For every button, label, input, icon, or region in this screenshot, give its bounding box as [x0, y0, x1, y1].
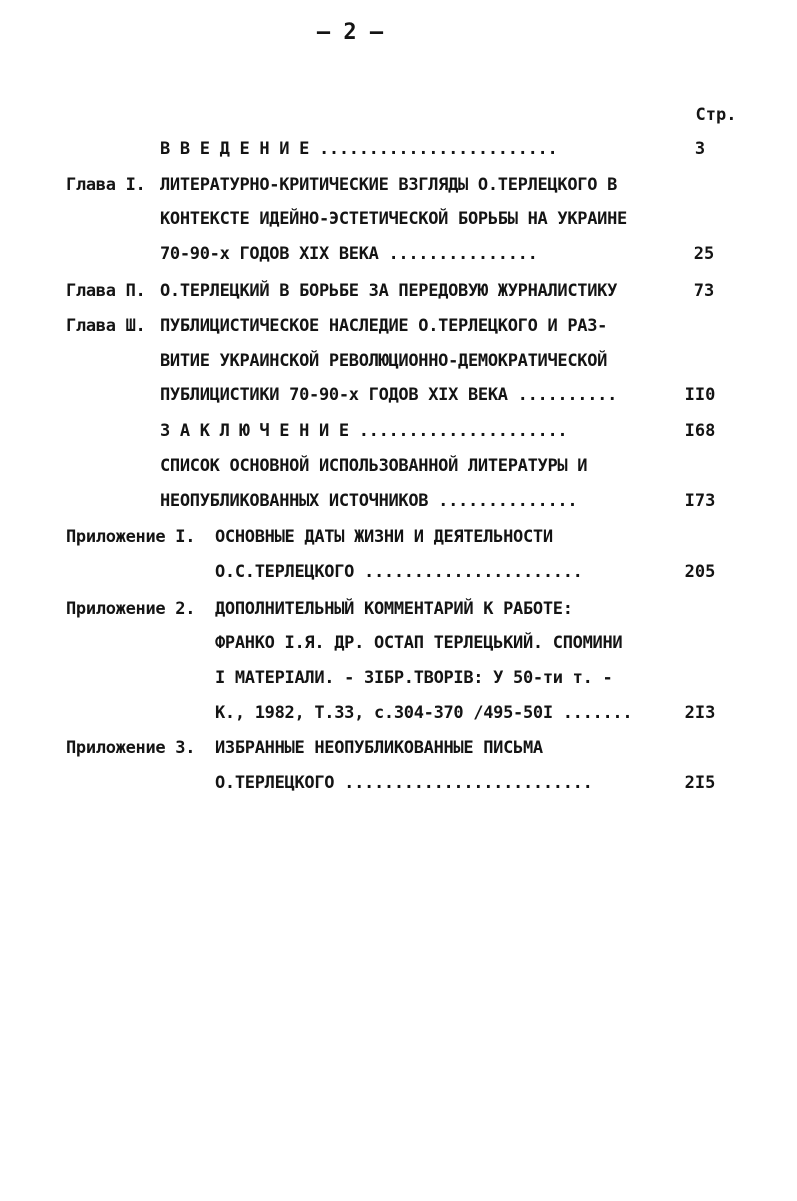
- toc-entry-app2-line: ДОПОЛНИТЕЛЬНЫЙ КОММЕНТАРИЙ К РАБОТЕ:: [215, 599, 573, 619]
- toc-entry-conclusion-line: З А К Л Ю Ч Е Н И Е .....................: [160, 421, 568, 441]
- toc-entry-ch3-line: ПУБЛИЦИСТИКИ 70-90-х ГОДОВ XIX ВЕКА ..........: [160, 385, 618, 405]
- toc-entry-app1-label: Приложение I.: [66, 527, 196, 547]
- toc-entry-conclusion-page: I68: [684, 421, 716, 441]
- toc-entry-ch1-label: Глава I.: [66, 175, 146, 195]
- toc-entry-ch3-line: ПУБЛИЦИСТИЧЕСКОЕ НАСЛЕДИЕ О.ТЕРЛЕЦКОГО И РАЗ-: [160, 316, 608, 336]
- toc-entry-bibliography-line: НЕОПУБЛИКОВАННЫХ ИСТОЧНИКОВ ..............: [160, 491, 578, 511]
- toc-entry-app2-line: І МАТЕРІАЛИ. - ЗІБР.ТВОРІВ: У 50-ти т. -: [215, 668, 613, 688]
- toc-entry-ch2-line: О.ТЕРЛЕЦКИЙ В БОРЬБЕ ЗА ПЕРЕДОВУЮ ЖУРНАЛИСТИКУ: [160, 281, 618, 301]
- toc-entry-ch1-page: 25: [693, 244, 715, 264]
- toc-entry-ch1-line: КОНТЕКСТЕ ИДЕЙНО-ЭСТЕТИЧЕСКОЙ БОРЬБЫ НА УКРАИНЕ: [160, 209, 627, 229]
- toc-entry-app1-page: 205: [684, 562, 716, 582]
- toc-entry-ch3-line: ВИТИЕ УКРАИНСКОЙ РЕВОЛЮЦИОННО-ДЕМОКРАТИЧЕСКОЙ: [160, 351, 608, 371]
- toc-entry-app2-line: К., 1982, Т.33, с.304-370 /495-50I .......: [215, 703, 633, 723]
- toc-entry-intro-line: В В Е Д Е Н И Е ........................: [160, 139, 558, 159]
- toc-entry-app1-line: О.С.ТЕРЛЕЦКОГО ......................: [215, 562, 583, 582]
- toc-entry-app2-page: 2I3: [684, 703, 716, 723]
- toc-entry-bibliography-line: СПИСОК ОСНОВНОЙ ИСПОЛЬЗОВАННОЙ ЛИТЕРАТУРЫ И: [160, 456, 588, 476]
- page-number: – 2 –: [316, 20, 384, 45]
- toc-entry-app3-line: ИЗБРАННЫЕ НЕОПУБЛИКОВАННЫЕ ПИСЬМА: [215, 738, 543, 758]
- toc-entry-ch2-label: Глава П.: [66, 281, 146, 301]
- toc-entry-bibliography-page: I73: [684, 491, 716, 511]
- toc-entry-app2-label: Приложение 2.: [66, 599, 196, 619]
- pages-column-header: Стр.: [695, 105, 737, 125]
- toc-entry-intro-page: 3: [694, 139, 706, 159]
- toc-entry-app1-line: ОСНОВНЫЕ ДАТЫ ЖИЗНИ И ДЕЯТЕЛЬНОСТИ: [215, 527, 553, 547]
- toc-entry-app3-page: 2I5: [684, 773, 716, 793]
- toc-entry-ch1-line: 70-90-х ГОДОВ XIX ВЕКА ...............: [160, 244, 538, 264]
- toc-entry-ch1-line: ЛИТЕРАТУРНО-КРИТИЧЕСКИЕ ВЗГЛЯДЫ О.ТЕРЛЕЦКОГО В: [160, 175, 618, 195]
- toc-entry-ch3-label: Глава Ш.: [66, 316, 146, 336]
- toc-entry-app2-line: ФРАНКО І.Я. ДР. ОСТАП ТЕРЛЕЦЬКИЙ. СПОМИНИ: [215, 633, 623, 653]
- toc-entry-app3-label: Приложение 3.: [66, 738, 196, 758]
- toc-entry-app3-line: О.ТЕРЛЕЦКОГО .........................: [215, 773, 593, 793]
- toc-entry-ch3-page: II0: [684, 385, 716, 405]
- toc-entry-ch2-page: 73: [693, 281, 715, 301]
